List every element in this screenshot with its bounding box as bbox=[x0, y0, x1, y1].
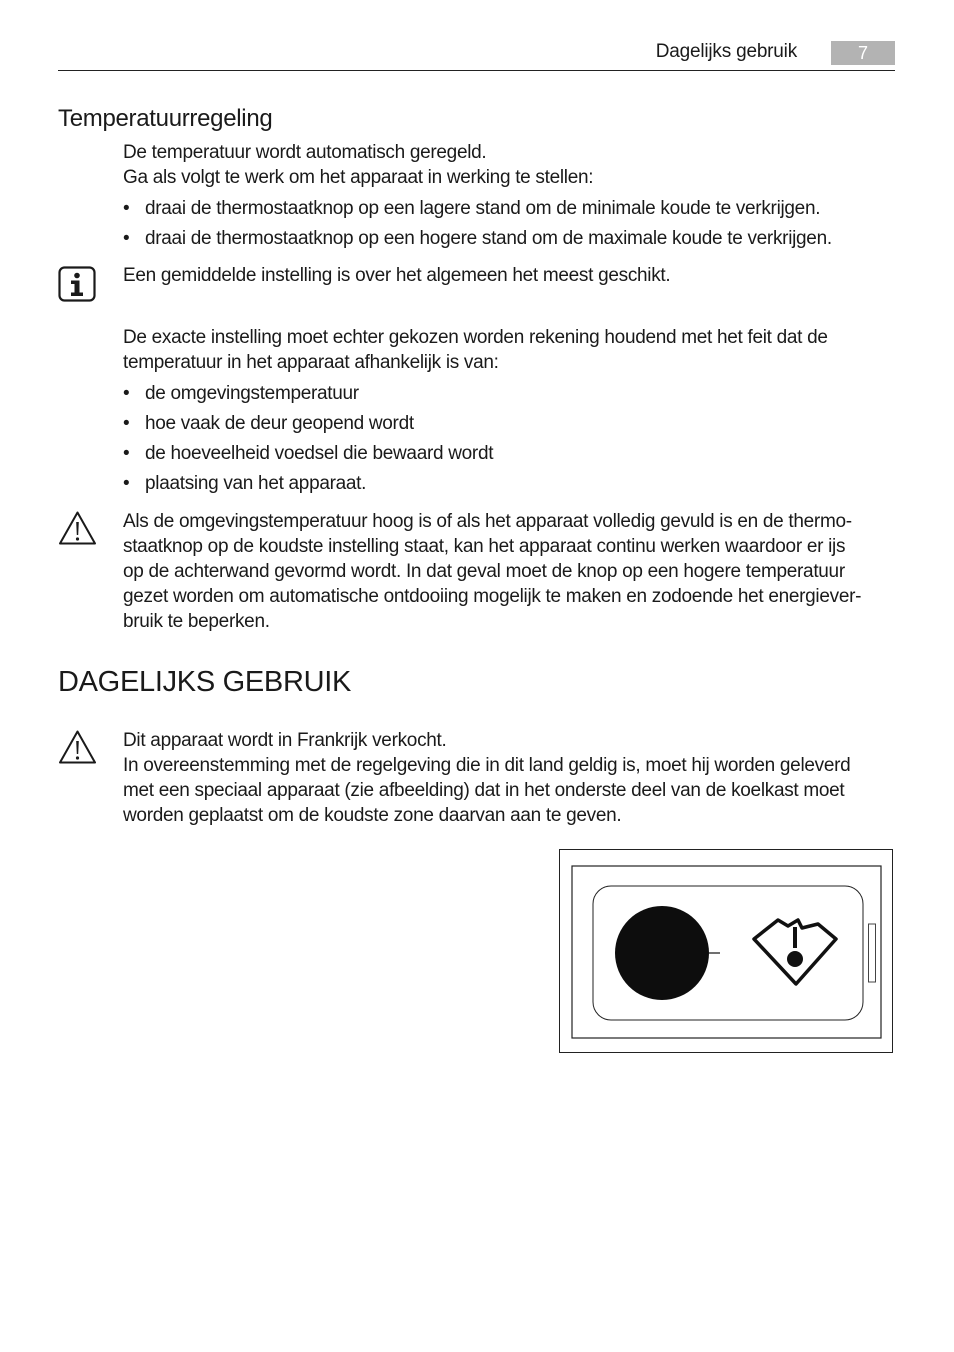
running-header-section: Dagelijks gebruik bbox=[655, 41, 797, 62]
intro-line: Ga als volgt te werk om het apparaat in werking te stellen: bbox=[123, 167, 594, 188]
exact-setting-paragraph: De exacte instelling moet echter gekozen worden rekening houdend met het feit dat de temperatuur in het apparaat afhankelijk is van: bbox=[123, 327, 828, 373]
bullet-icon: • bbox=[123, 413, 130, 434]
list-item: • hoe vaak de deur geopend wordt bbox=[123, 413, 414, 434]
warning-paragraph-france: Dit apparaat wordt in Frankrijk verkocht. In overeenstemming met de regelgeving die in dit land geldig is, moet hij worden geleverd met een speciaal apparaat (zie afbeelding) dat in het onderste deel van de koelkast moet worden geplaatst om de koudste zone daarvan aan te geven. bbox=[123, 730, 851, 826]
page-number: 7 bbox=[831, 41, 895, 65]
list-item: • de hoeveelheid voedsel die bewaard wordt bbox=[123, 443, 494, 464]
bullet-icon: • bbox=[123, 473, 130, 494]
warning-paragraph-temperature: Als de omgevingstemperatuur hoog is of als het apparaat volledig gevuld is en de thermo- staatknop op de koudste instelling staat, kan het apparaat continu werken waardoor er ijs op de achterwand gevormd wordt. In dat geval moet de knop op een hogere temperatuur gezet worden om automatische ontdooiing mogelijk te maken en zodoende het energiever- bruik te beperken. bbox=[123, 511, 862, 632]
warning-triangle-icon bbox=[58, 729, 97, 765]
list-item: • draai de thermostaatknop op een lagere stand om de minimale koude te verkrijgen. bbox=[123, 198, 821, 219]
cold-zone-indicator-figure bbox=[559, 849, 893, 1053]
cold-zone-indicator-icon bbox=[560, 850, 891, 1051]
warning-triangle-icon bbox=[58, 510, 97, 546]
info-icon bbox=[58, 266, 96, 302]
header-rule bbox=[58, 70, 895, 71]
bullet-icon: • bbox=[123, 228, 130, 249]
list-item: • plaatsing van het apparaat. bbox=[123, 473, 367, 494]
info-note: Een gemiddelde instelling is over het algemeen het meest geschikt. bbox=[123, 265, 671, 286]
bullet-icon: • bbox=[123, 443, 130, 464]
section-heading-temperature: Temperatuurregeling bbox=[58, 105, 273, 132]
intro-line: De temperatuur wordt automatisch geregeld. bbox=[123, 142, 487, 163]
bullet-icon: • bbox=[123, 198, 130, 219]
bullet-icon: • bbox=[123, 383, 130, 404]
intro-paragraph bbox=[123, 140, 898, 190]
list-item: • de omgevingstemperatuur bbox=[123, 383, 359, 404]
list-item: • draai de thermostaatknop op een hogere stand om de maximale koude te verkrijgen. bbox=[123, 228, 832, 249]
chapter-heading-daily-use: DAGELIJKS GEBRUIK bbox=[58, 666, 352, 698]
